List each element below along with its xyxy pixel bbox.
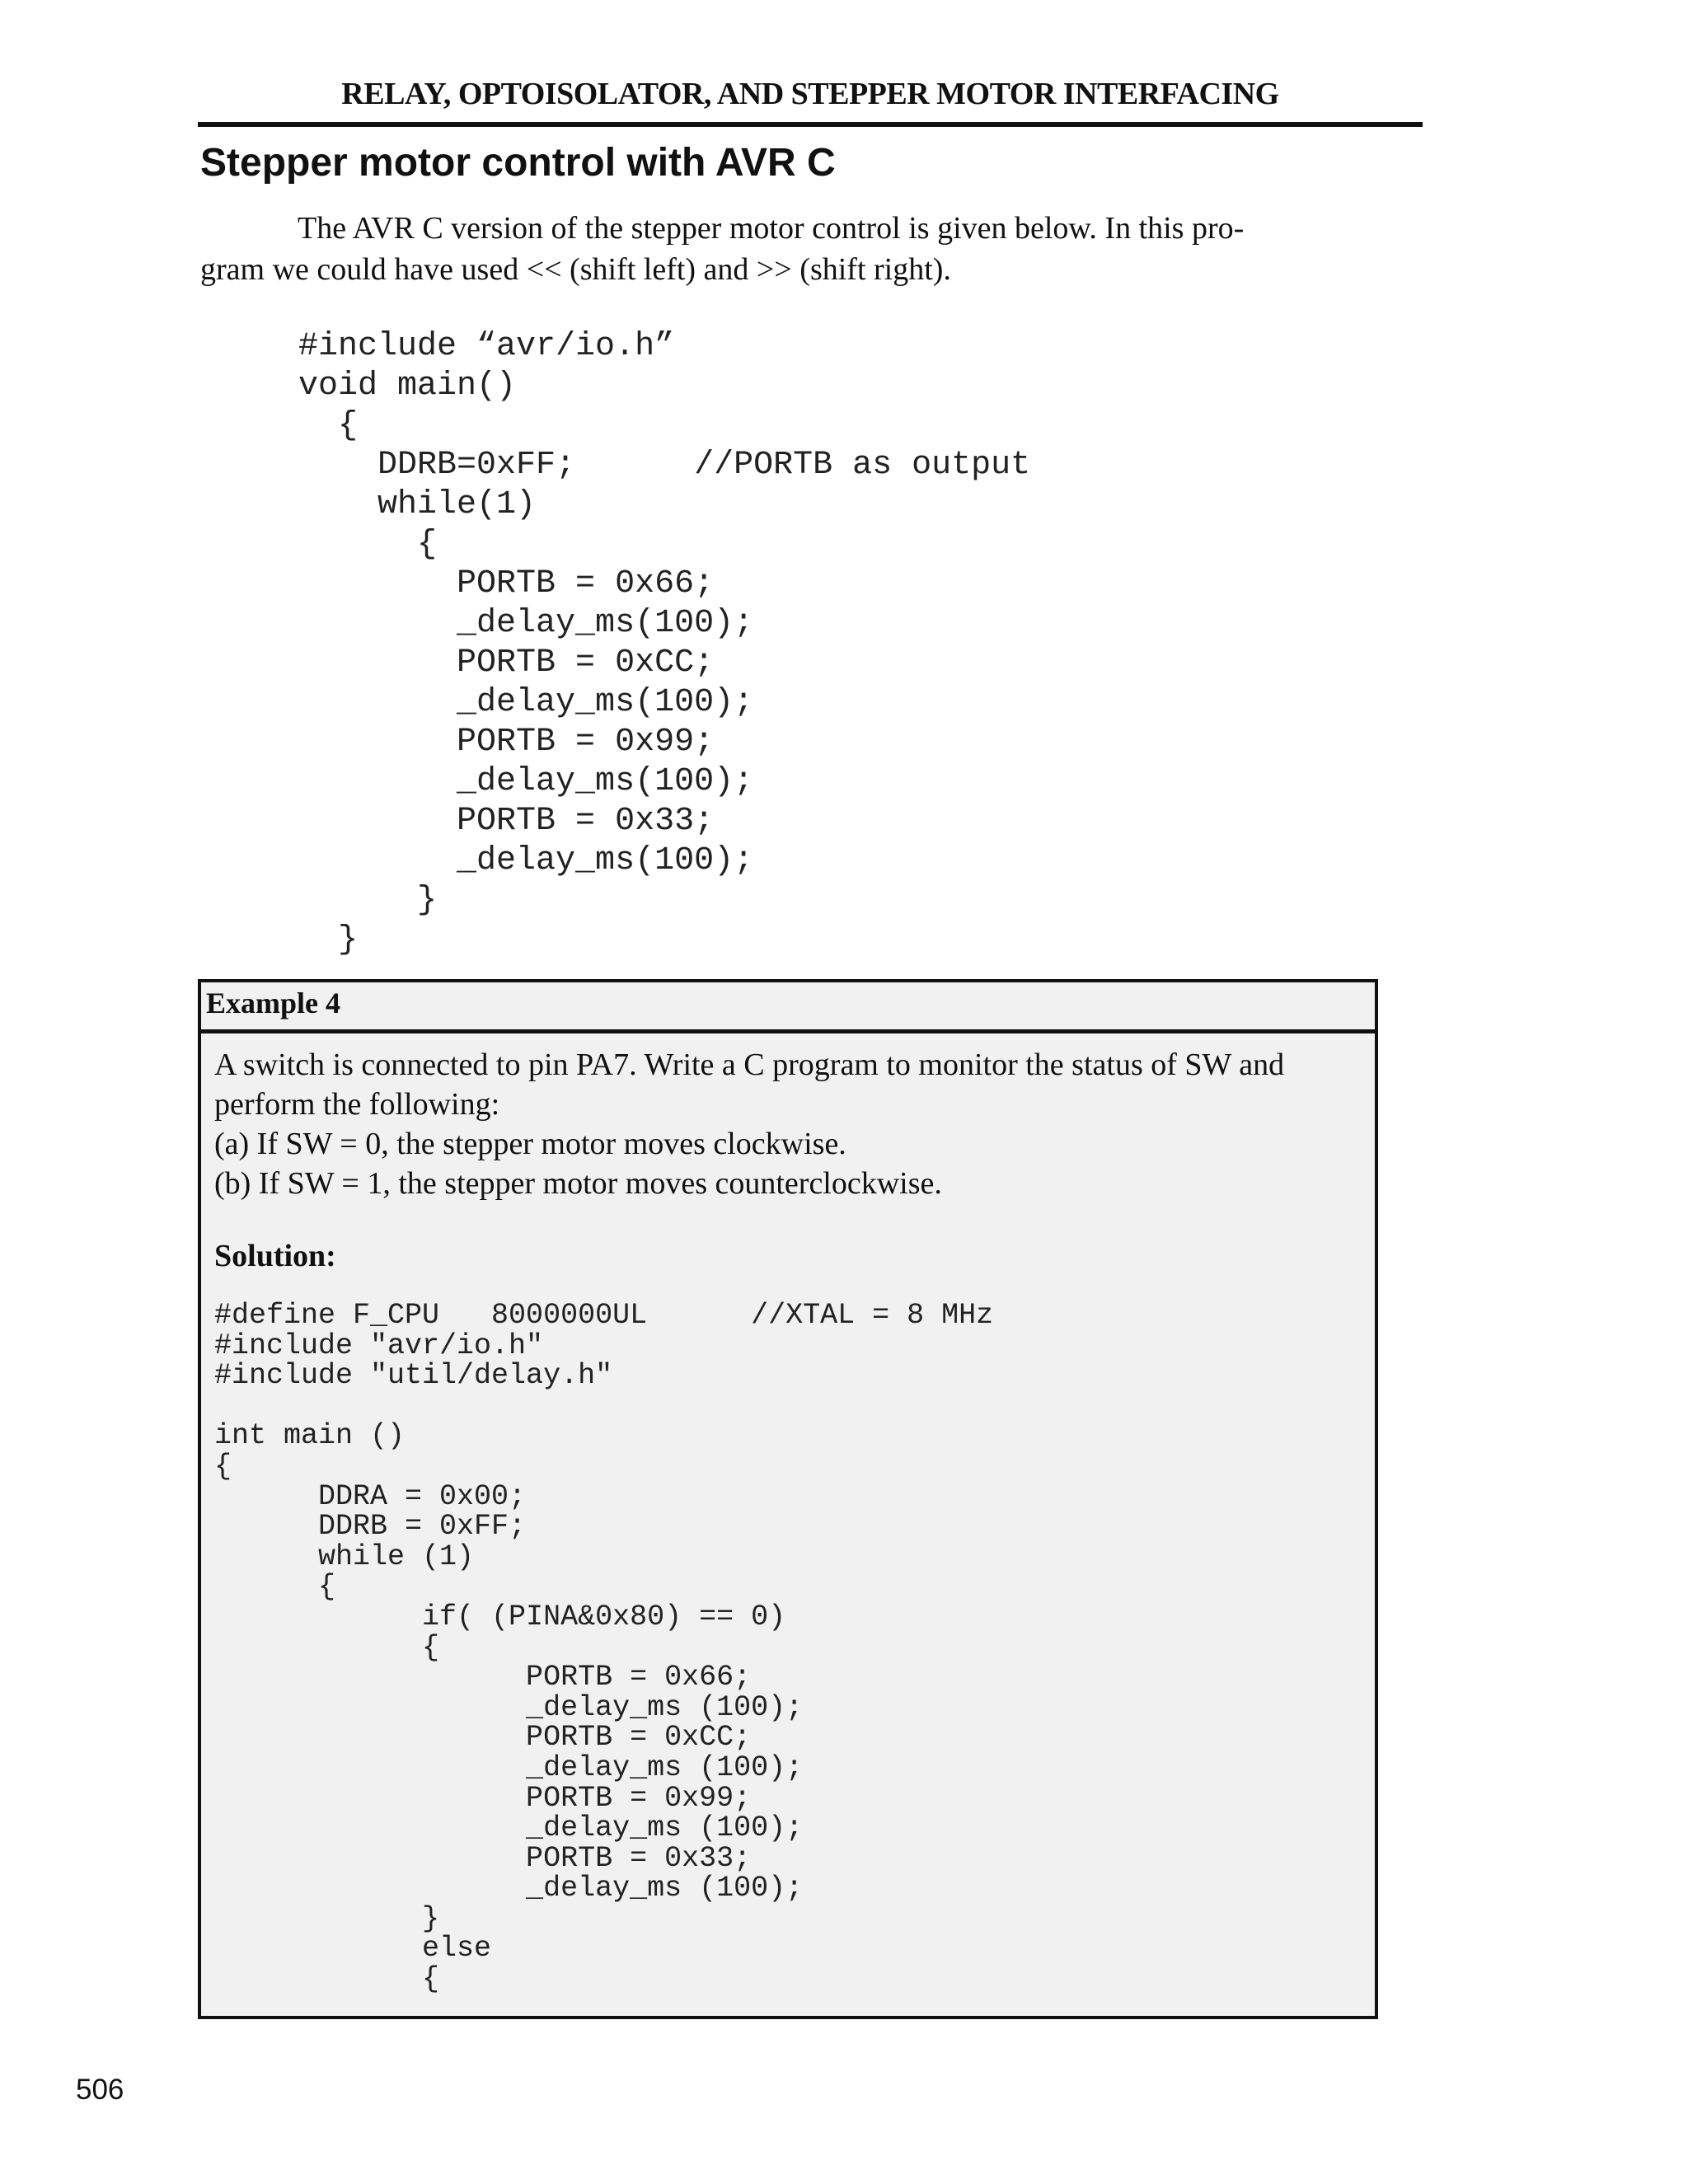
problem-line: perform the following: <box>214 1087 500 1122</box>
example-title: Example 4 <box>201 982 1375 1033</box>
problem-line: A switch is connected to pin PA7. Write a C program to monitor the status of SW and <box>214 1047 1285 1082</box>
header-rule <box>198 122 1423 127</box>
example-box <box>198 979 1378 2019</box>
intro-paragraph <box>200 208 1296 290</box>
problem-line: (b) If SW = 1, the stepper motor moves counterclockwise. <box>214 1166 942 1201</box>
intro-line-2: gram we could have used << (shift left) and >> (shift right). <box>200 252 951 287</box>
problem-statement <box>214 1045 1365 1203</box>
code-listing: #include “avr/io.h” void main() { DDRB=0xFF; //PORTB as output while(1) { PORTB = 0x66; _delay_ms(100); PORTB = 0xCC; _delay_ms(100); PORTB = 0x99; _delay_ms(100); PORTB = 0x33; _delay_ms(100); } } <box>298 328 1031 958</box>
solution-code: #define F_CPU 8000000UL //XTAL = 8 MHz #include "avr/io.h" #include "util/delay.h" int main () { DDRA = 0x00; DDRB = 0xFF; while (1) { if( (PINA&0x80) == 0) { PORTB = 0x66; _delay_ms (100); PORTB = 0xCC; _delay_ms (100); PORTB = 0x99; _delay_ms (100); PORTB = 0x33; _delay_ms (100); } else { <box>214 1299 994 1996</box>
section-title: Stepper motor control with AVR C <box>200 141 836 185</box>
intro-line-1: The AVR C version of the stepper motor control is given below. In this pro- <box>298 211 1245 246</box>
solution-label: Solution: <box>214 1239 336 1273</box>
page-number: 506 <box>76 2074 124 2106</box>
running-head: RELAY, OPTOISOLATOR, AND STEPPER MOTOR INTERFACING <box>341 77 1279 111</box>
problem-line: (a) If SW = 0, the stepper motor moves clockwise. <box>214 1127 846 1161</box>
